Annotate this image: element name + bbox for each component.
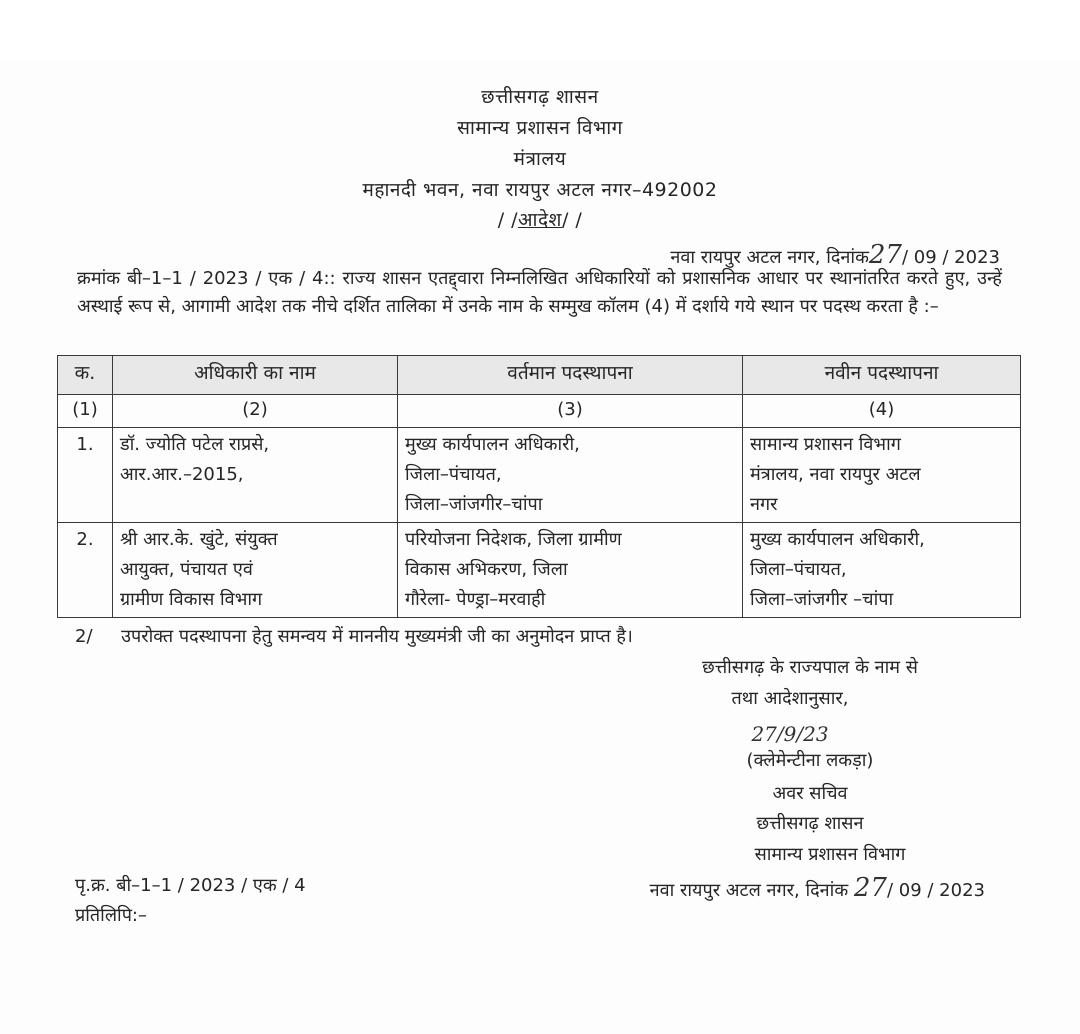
order-title: [0, 206, 1080, 232]
order-suffix: / /: [561, 209, 583, 231]
signatory-department: सामान्य प्रशासन विभाग: [754, 844, 906, 865]
order-title-text: आदेश: [518, 209, 562, 231]
row-officer-name: [113, 428, 398, 523]
approval-note: [75, 624, 633, 648]
signature-handwritten-date: 27/9/23: [751, 722, 829, 746]
new-posting-line: मुख्य कार्यपालन अधिकारी,: [750, 529, 925, 550]
new-posting-line: मंत्रालय, नवा रायपुर अटल: [750, 464, 921, 485]
row-new-posting: [743, 428, 1021, 523]
table-column-number-row: [58, 395, 1021, 428]
name-line: श्री आर.के. खुंटे, संयुक्त: [120, 529, 278, 550]
signatory-designation: अवर सचिव: [772, 783, 848, 804]
order-prefix: / /: [497, 209, 519, 231]
address: महानदी भवन, नवा रायपुर अटल नगर–492002: [362, 179, 718, 201]
colnum-2: (2): [113, 395, 398, 428]
current-posting-line: परियोजना निदेशक, जिला ग्रामीण: [405, 529, 622, 550]
ministry-name: मंत्रालय: [513, 148, 567, 170]
signature-order-line: तथा आदेशानुसार,: [731, 688, 849, 709]
order-body-paragraph: क्रमांक बी–1–1 / 2023 / एक / 4:: राज्य शासन एतद्द्वारा निम्नलिखित अधिकारियों को प्रशासनिक आधार पर स्थानांतरित करते हुए, उन्हें अस्थाई रूप से, आगामी आदेश तक नीचे दर्शित तालिका में उनके नाम के सम्मुख कॉलम (4) में दर्शाये गये स्थान पर पदस्थ करता है :–: [77, 268, 1002, 317]
endorsement-date: [650, 873, 985, 903]
table-header-row: [58, 356, 1021, 395]
header-sno: क.: [58, 356, 113, 395]
header-new-posting: नवीन पदस्थापना: [743, 356, 1021, 395]
copy-to-label: प्रतिलिपि:–: [75, 905, 147, 926]
colnum-3: (3): [398, 395, 743, 428]
endorsement-date-place: नवा रायपुर अटल नगर, दिनांक: [649, 880, 849, 901]
transfer-table: [57, 355, 1021, 618]
row-officer-name: [113, 523, 398, 618]
header-current-posting: वर्तमान पदस्थापना: [398, 356, 743, 395]
name-line: आर.आर.–2015,: [120, 464, 244, 485]
current-posting-line: गौरेला- पेण्ड्रा–मरवाही: [405, 589, 546, 610]
row-sno: 2.: [58, 523, 113, 618]
current-posting-line: जिला–पंचायत,: [405, 464, 502, 485]
note-number: 2/: [75, 626, 93, 647]
new-posting-line: नगर: [750, 494, 778, 515]
endorsement-date-rest: / 09 / 2023: [886, 880, 985, 901]
name-line: डॉ. ज्योति पटेल राप्रसे,: [120, 434, 270, 455]
row-sno: 1.: [58, 428, 113, 523]
govt-name: छत्तीसगढ़ शासन: [481, 86, 599, 108]
handwritten-day: 27: [868, 240, 902, 270]
table-row: [58, 428, 1021, 523]
current-posting-line: जिला–जांजगीर–चांपा: [405, 494, 543, 515]
department-name: सामान्य प्रशासन विभाग: [457, 117, 623, 139]
date-rest: / 09 / 2023: [901, 247, 1000, 268]
signatory-name: (क्लेमेन्टीना लकड़ा): [746, 750, 874, 771]
new-posting-line: जिला–जांजगीर –चांपा: [750, 589, 894, 610]
header-officer-name: अधिकारी का नाम: [113, 356, 398, 395]
current-posting-line: विकास अभिकरण, जिला: [405, 559, 568, 580]
endorsement-number: पृ.क्र. बी–1–1 / 2023 / एक / 4: [75, 875, 306, 896]
note-text: उपरोक्त पदस्थापना हेतु समन्वय में माननीय मुख्यमंत्री जी का अनुमोदन प्राप्त है।: [121, 626, 633, 647]
table-row: [58, 523, 1021, 618]
signature-authority-line: छत्तीसगढ़ के राज्यपाल के नाम से: [702, 657, 918, 678]
handwritten-day: 27: [853, 873, 887, 903]
current-posting-line: मुख्य कार्यपालन अधिकारी,: [405, 434, 580, 455]
name-line: आयुक्त, पंचायत एवं: [120, 559, 253, 580]
name-line: ग्रामीण विकास विभाग: [120, 589, 263, 610]
new-posting-line: सामान्य प्रशासन विभाग: [750, 434, 901, 455]
row-current-posting: [398, 523, 743, 618]
row-current-posting: [398, 428, 743, 523]
colnum-1: (1): [58, 395, 113, 428]
signatory-org: छत्तीसगढ़ शासन: [756, 813, 864, 834]
colnum-4: (4): [743, 395, 1021, 428]
date-place: नवा रायपुर अटल नगर, दिनांक: [670, 247, 869, 268]
row-new-posting: [743, 523, 1021, 618]
new-posting-line: जिला–पंचायत,: [750, 559, 847, 580]
